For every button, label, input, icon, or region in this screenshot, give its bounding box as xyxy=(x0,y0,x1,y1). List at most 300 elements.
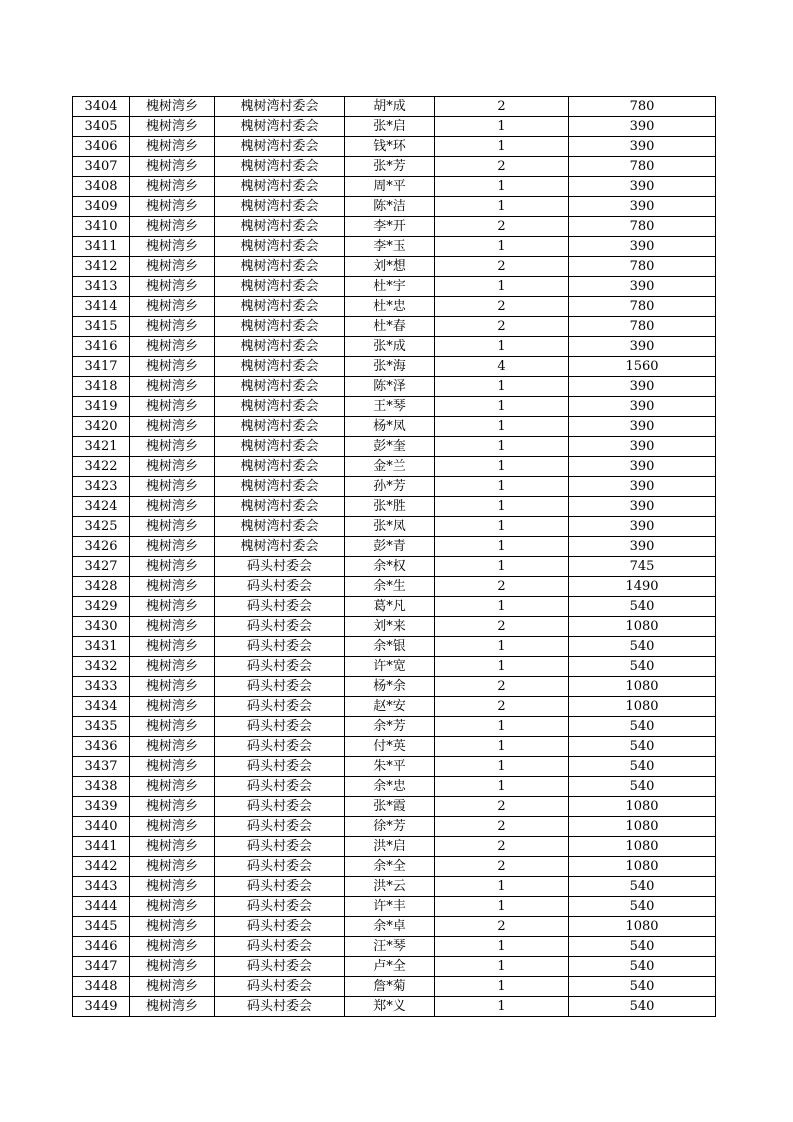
count-cell: 1 xyxy=(435,437,569,457)
village-committee-cell: 码头村委会 xyxy=(215,557,345,577)
table-row xyxy=(73,137,716,157)
township-cell: 槐树湾乡 xyxy=(130,557,215,577)
amount-cell: 390 xyxy=(569,177,716,197)
table-row xyxy=(73,417,716,437)
count-cell: 2 xyxy=(435,317,569,337)
village-committee-cell: 槐树湾村委会 xyxy=(215,337,345,357)
township-cell: 槐树湾乡 xyxy=(130,717,215,737)
amount-cell: 540 xyxy=(569,957,716,977)
table-row xyxy=(73,97,716,117)
village-committee-cell: 槐树湾村委会 xyxy=(215,277,345,297)
village-committee-cell: 码头村委会 xyxy=(215,577,345,597)
township-cell: 槐树湾乡 xyxy=(130,597,215,617)
township-cell: 槐树湾乡 xyxy=(130,417,215,437)
count-cell: 2 xyxy=(435,837,569,857)
village-committee-cell: 槐树湾村委会 xyxy=(215,157,345,177)
row-number: 3411 xyxy=(73,237,130,257)
village-committee-cell: 槐树湾村委会 xyxy=(215,177,345,197)
table-row xyxy=(73,997,716,1017)
name-cell: 洪*云 xyxy=(345,877,435,897)
count-cell: 1 xyxy=(435,937,569,957)
township-cell: 槐树湾乡 xyxy=(130,377,215,397)
village-committee-cell: 码头村委会 xyxy=(215,897,345,917)
township-cell: 槐树湾乡 xyxy=(130,117,215,137)
row-number: 3438 xyxy=(73,777,130,797)
village-committee-cell: 码头村委会 xyxy=(215,757,345,777)
township-cell: 槐树湾乡 xyxy=(130,177,215,197)
name-cell: 李*玉 xyxy=(345,237,435,257)
village-committee-cell: 码头村委会 xyxy=(215,817,345,837)
count-cell: 1 xyxy=(435,497,569,517)
township-cell: 槐树湾乡 xyxy=(130,957,215,977)
township-cell: 槐树湾乡 xyxy=(130,797,215,817)
name-cell: 杨*余 xyxy=(345,677,435,697)
name-cell: 余*卓 xyxy=(345,917,435,937)
village-committee-cell: 码头村委会 xyxy=(215,937,345,957)
village-committee-cell: 码头村委会 xyxy=(215,877,345,897)
count-cell: 2 xyxy=(435,917,569,937)
row-number: 3407 xyxy=(73,157,130,177)
name-cell: 郑*义 xyxy=(345,997,435,1017)
table-row xyxy=(73,537,716,557)
amount-cell: 390 xyxy=(569,137,716,157)
count-cell: 2 xyxy=(435,797,569,817)
village-committee-cell: 槐树湾村委会 xyxy=(215,517,345,537)
amount-cell: 1080 xyxy=(569,797,716,817)
township-cell: 槐树湾乡 xyxy=(130,777,215,797)
row-number: 3421 xyxy=(73,437,130,457)
amount-cell: 1080 xyxy=(569,857,716,877)
row-number: 3431 xyxy=(73,637,130,657)
amount-cell: 540 xyxy=(569,997,716,1017)
row-number: 3446 xyxy=(73,937,130,957)
row-number: 3428 xyxy=(73,577,130,597)
row-number: 3437 xyxy=(73,757,130,777)
table-row xyxy=(73,577,716,597)
township-cell: 槐树湾乡 xyxy=(130,997,215,1017)
count-cell: 1 xyxy=(435,377,569,397)
township-cell: 槐树湾乡 xyxy=(130,537,215,557)
name-cell: 洪*启 xyxy=(345,837,435,857)
village-committee-cell: 槐树湾村委会 xyxy=(215,477,345,497)
amount-cell: 540 xyxy=(569,977,716,997)
row-number: 3447 xyxy=(73,957,130,977)
township-cell: 槐树湾乡 xyxy=(130,137,215,157)
row-number: 3408 xyxy=(73,177,130,197)
township-cell: 槐树湾乡 xyxy=(130,317,215,337)
name-cell: 杜*宇 xyxy=(345,277,435,297)
village-committee-cell: 槐树湾村委会 xyxy=(215,117,345,137)
name-cell: 余*权 xyxy=(345,557,435,577)
village-committee-cell: 码头村委会 xyxy=(215,957,345,977)
count-cell: 2 xyxy=(435,257,569,277)
amount-cell: 780 xyxy=(569,297,716,317)
table-body xyxy=(73,97,716,1017)
township-cell: 槐树湾乡 xyxy=(130,877,215,897)
name-cell: 杨*凤 xyxy=(345,417,435,437)
amount-cell: 780 xyxy=(569,257,716,277)
township-cell: 槐树湾乡 xyxy=(130,257,215,277)
table-row xyxy=(73,857,716,877)
township-cell: 槐树湾乡 xyxy=(130,297,215,317)
amount-cell: 780 xyxy=(569,217,716,237)
name-cell: 胡*成 xyxy=(345,97,435,117)
amount-cell: 390 xyxy=(569,337,716,357)
amount-cell: 780 xyxy=(569,157,716,177)
count-cell: 1 xyxy=(435,417,569,437)
township-cell: 槐树湾乡 xyxy=(130,697,215,717)
village-committee-cell: 码头村委会 xyxy=(215,717,345,737)
row-number: 3413 xyxy=(73,277,130,297)
table-row xyxy=(73,197,716,217)
count-cell: 1 xyxy=(435,957,569,977)
name-cell: 汪*琴 xyxy=(345,937,435,957)
amount-cell: 1560 xyxy=(569,357,716,377)
village-committee-cell: 码头村委会 xyxy=(215,677,345,697)
village-committee-cell: 槐树湾村委会 xyxy=(215,217,345,237)
row-number: 3435 xyxy=(73,717,130,737)
village-committee-cell: 码头村委会 xyxy=(215,797,345,817)
township-cell: 槐树湾乡 xyxy=(130,577,215,597)
township-cell: 槐树湾乡 xyxy=(130,677,215,697)
name-cell: 张*芳 xyxy=(345,157,435,177)
name-cell: 余*忠 xyxy=(345,777,435,797)
amount-cell: 390 xyxy=(569,497,716,517)
count-cell: 1 xyxy=(435,517,569,537)
table-row xyxy=(73,177,716,197)
count-cell: 1 xyxy=(435,197,569,217)
name-cell: 余*银 xyxy=(345,637,435,657)
table-row xyxy=(73,637,716,657)
table-row xyxy=(73,877,716,897)
row-number: 3442 xyxy=(73,857,130,877)
row-number: 3445 xyxy=(73,917,130,937)
amount-cell: 540 xyxy=(569,877,716,897)
table-row xyxy=(73,517,716,537)
count-cell: 2 xyxy=(435,97,569,117)
count-cell: 1 xyxy=(435,877,569,897)
township-cell: 槐树湾乡 xyxy=(130,897,215,917)
name-cell: 卢*全 xyxy=(345,957,435,977)
township-cell: 槐树湾乡 xyxy=(130,237,215,257)
name-cell: 张*海 xyxy=(345,357,435,377)
township-cell: 槐树湾乡 xyxy=(130,437,215,457)
count-cell: 2 xyxy=(435,217,569,237)
row-number: 3412 xyxy=(73,257,130,277)
count-cell: 1 xyxy=(435,737,569,757)
village-committee-cell: 槐树湾村委会 xyxy=(215,137,345,157)
row-number: 3432 xyxy=(73,657,130,677)
row-number: 3405 xyxy=(73,117,130,137)
village-committee-cell: 槐树湾村委会 xyxy=(215,317,345,337)
amount-cell: 540 xyxy=(569,657,716,677)
amount-cell: 390 xyxy=(569,197,716,217)
village-committee-cell: 槐树湾村委会 xyxy=(215,297,345,317)
village-committee-cell: 码头村委会 xyxy=(215,917,345,937)
township-cell: 槐树湾乡 xyxy=(130,977,215,997)
village-committee-cell: 槐树湾村委会 xyxy=(215,97,345,117)
table-row xyxy=(73,937,716,957)
table-row xyxy=(73,917,716,937)
table-row xyxy=(73,597,716,617)
table-row xyxy=(73,717,716,737)
amount-cell: 780 xyxy=(569,97,716,117)
name-cell: 金*兰 xyxy=(345,457,435,477)
table-row xyxy=(73,437,716,457)
village-committee-cell: 码头村委会 xyxy=(215,977,345,997)
name-cell: 陈*泽 xyxy=(345,377,435,397)
table-row xyxy=(73,617,716,637)
amount-cell: 1080 xyxy=(569,817,716,837)
village-committee-cell: 码头村委会 xyxy=(215,737,345,757)
row-number: 3424 xyxy=(73,497,130,517)
count-cell: 1 xyxy=(435,597,569,617)
township-cell: 槐树湾乡 xyxy=(130,637,215,657)
amount-cell: 390 xyxy=(569,477,716,497)
row-number: 3429 xyxy=(73,597,130,617)
row-number: 3414 xyxy=(73,297,130,317)
row-number: 3430 xyxy=(73,617,130,637)
amount-cell: 390 xyxy=(569,457,716,477)
township-cell: 槐树湾乡 xyxy=(130,817,215,837)
row-number: 3440 xyxy=(73,817,130,837)
row-number: 3409 xyxy=(73,197,130,217)
table-row xyxy=(73,977,716,997)
name-cell: 张*霞 xyxy=(345,797,435,817)
township-cell: 槐树湾乡 xyxy=(130,97,215,117)
township-cell: 槐树湾乡 xyxy=(130,457,215,477)
amount-cell: 390 xyxy=(569,377,716,397)
row-number: 3433 xyxy=(73,677,130,697)
table-row xyxy=(73,457,716,477)
township-cell: 槐树湾乡 xyxy=(130,657,215,677)
amount-cell: 540 xyxy=(569,717,716,737)
count-cell: 2 xyxy=(435,617,569,637)
name-cell: 钱*环 xyxy=(345,137,435,157)
table-row xyxy=(73,957,716,977)
name-cell: 余*全 xyxy=(345,857,435,877)
row-number: 3404 xyxy=(73,97,130,117)
name-cell: 徐*芳 xyxy=(345,817,435,837)
table-row xyxy=(73,397,716,417)
village-committee-cell: 码头村委会 xyxy=(215,617,345,637)
table-row xyxy=(73,317,716,337)
name-cell: 彭*青 xyxy=(345,537,435,557)
amount-cell: 540 xyxy=(569,777,716,797)
amount-cell: 780 xyxy=(569,317,716,337)
village-committee-cell: 槐树湾村委会 xyxy=(215,357,345,377)
village-committee-cell: 码头村委会 xyxy=(215,837,345,857)
village-committee-cell: 槐树湾村委会 xyxy=(215,417,345,437)
village-committee-cell: 码头村委会 xyxy=(215,997,345,1017)
township-cell: 槐树湾乡 xyxy=(130,217,215,237)
row-number: 3419 xyxy=(73,397,130,417)
count-cell: 2 xyxy=(435,157,569,177)
row-number: 3441 xyxy=(73,837,130,857)
township-cell: 槐树湾乡 xyxy=(130,837,215,857)
count-cell: 1 xyxy=(435,177,569,197)
amount-cell: 390 xyxy=(569,237,716,257)
count-cell: 1 xyxy=(435,457,569,477)
amount-cell: 390 xyxy=(569,537,716,557)
count-cell: 2 xyxy=(435,677,569,697)
row-number: 3418 xyxy=(73,377,130,397)
row-number: 3410 xyxy=(73,217,130,237)
table-row xyxy=(73,237,716,257)
name-cell: 刘*想 xyxy=(345,257,435,277)
row-number: 3443 xyxy=(73,877,130,897)
name-cell: 葛*凡 xyxy=(345,597,435,617)
count-cell: 1 xyxy=(435,977,569,997)
count-cell: 1 xyxy=(435,137,569,157)
count-cell: 2 xyxy=(435,817,569,837)
table-row xyxy=(73,897,716,917)
village-committee-cell: 槐树湾村委会 xyxy=(215,397,345,417)
count-cell: 2 xyxy=(435,697,569,717)
township-cell: 槐树湾乡 xyxy=(130,397,215,417)
name-cell: 李*开 xyxy=(345,217,435,237)
name-cell: 张*凤 xyxy=(345,517,435,537)
village-committee-cell: 槐树湾村委会 xyxy=(215,537,345,557)
township-cell: 槐树湾乡 xyxy=(130,337,215,357)
table-row xyxy=(73,357,716,377)
name-cell: 詹*菊 xyxy=(345,977,435,997)
township-cell: 槐树湾乡 xyxy=(130,617,215,637)
village-committee-cell: 码头村委会 xyxy=(215,637,345,657)
village-committee-cell: 槐树湾村委会 xyxy=(215,457,345,477)
table-row xyxy=(73,697,716,717)
table-row xyxy=(73,677,716,697)
table-row xyxy=(73,217,716,237)
village-committee-cell: 码头村委会 xyxy=(215,697,345,717)
table-row xyxy=(73,377,716,397)
name-cell: 许*丰 xyxy=(345,897,435,917)
township-cell: 槐树湾乡 xyxy=(130,277,215,297)
township-cell: 槐树湾乡 xyxy=(130,917,215,937)
amount-cell: 1080 xyxy=(569,697,716,717)
township-cell: 槐树湾乡 xyxy=(130,857,215,877)
name-cell: 杜*忠 xyxy=(345,297,435,317)
village-committee-cell: 槐树湾村委会 xyxy=(215,497,345,517)
township-cell: 槐树湾乡 xyxy=(130,937,215,957)
count-cell: 1 xyxy=(435,897,569,917)
table-row xyxy=(73,117,716,137)
count-cell: 1 xyxy=(435,557,569,577)
count-cell: 1 xyxy=(435,997,569,1017)
amount-cell: 1080 xyxy=(569,917,716,937)
row-number: 3434 xyxy=(73,697,130,717)
count-cell: 1 xyxy=(435,237,569,257)
row-number: 3427 xyxy=(73,557,130,577)
table-row xyxy=(73,497,716,517)
count-cell: 1 xyxy=(435,717,569,737)
village-committee-cell: 码头村委会 xyxy=(215,777,345,797)
amount-cell: 390 xyxy=(569,117,716,137)
row-number: 3406 xyxy=(73,137,130,157)
count-cell: 1 xyxy=(435,477,569,497)
table-row xyxy=(73,297,716,317)
table-row xyxy=(73,557,716,577)
name-cell: 陈*洁 xyxy=(345,197,435,217)
row-number: 3420 xyxy=(73,417,130,437)
subsidy-table xyxy=(72,96,716,1017)
amount-cell: 540 xyxy=(569,737,716,757)
township-cell: 槐树湾乡 xyxy=(130,157,215,177)
name-cell: 彭*奎 xyxy=(345,437,435,457)
table-row xyxy=(73,337,716,357)
name-cell: 周*平 xyxy=(345,177,435,197)
name-cell: 朱*平 xyxy=(345,757,435,777)
row-number: 3439 xyxy=(73,797,130,817)
count-cell: 1 xyxy=(435,537,569,557)
amount-cell: 540 xyxy=(569,757,716,777)
name-cell: 余*芳 xyxy=(345,717,435,737)
township-cell: 槐树湾乡 xyxy=(130,737,215,757)
name-cell: 赵*安 xyxy=(345,697,435,717)
amount-cell: 390 xyxy=(569,397,716,417)
village-committee-cell: 码头村委会 xyxy=(215,657,345,677)
count-cell: 1 xyxy=(435,757,569,777)
name-cell: 余*生 xyxy=(345,577,435,597)
table-row xyxy=(73,477,716,497)
count-cell: 1 xyxy=(435,337,569,357)
name-cell: 王*琴 xyxy=(345,397,435,417)
township-cell: 槐树湾乡 xyxy=(130,197,215,217)
count-cell: 1 xyxy=(435,277,569,297)
name-cell: 付*英 xyxy=(345,737,435,757)
table-row xyxy=(73,257,716,277)
village-committee-cell: 槐树湾村委会 xyxy=(215,197,345,217)
amount-cell: 540 xyxy=(569,937,716,957)
name-cell: 张*成 xyxy=(345,337,435,357)
amount-cell: 745 xyxy=(569,557,716,577)
amount-cell: 1080 xyxy=(569,677,716,697)
row-number: 3444 xyxy=(73,897,130,917)
name-cell: 刘*来 xyxy=(345,617,435,637)
count-cell: 1 xyxy=(435,117,569,137)
amount-cell: 1080 xyxy=(569,617,716,637)
row-number: 3416 xyxy=(73,337,130,357)
amount-cell: 390 xyxy=(569,437,716,457)
row-number: 3448 xyxy=(73,977,130,997)
table-row xyxy=(73,817,716,837)
count-cell: 1 xyxy=(435,657,569,677)
village-committee-cell: 码头村委会 xyxy=(215,857,345,877)
count-cell: 2 xyxy=(435,857,569,877)
village-committee-cell: 槐树湾村委会 xyxy=(215,377,345,397)
count-cell: 2 xyxy=(435,577,569,597)
amount-cell: 390 xyxy=(569,517,716,537)
row-number: 3425 xyxy=(73,517,130,537)
count-cell: 4 xyxy=(435,357,569,377)
name-cell: 许*宽 xyxy=(345,657,435,677)
amount-cell: 540 xyxy=(569,897,716,917)
count-cell: 1 xyxy=(435,777,569,797)
name-cell: 张*胜 xyxy=(345,497,435,517)
amount-cell: 1080 xyxy=(569,837,716,857)
amount-cell: 390 xyxy=(569,277,716,297)
township-cell: 槐树湾乡 xyxy=(130,477,215,497)
township-cell: 槐树湾乡 xyxy=(130,497,215,517)
row-number: 3436 xyxy=(73,737,130,757)
table-row xyxy=(73,157,716,177)
table-row xyxy=(73,777,716,797)
table-row xyxy=(73,657,716,677)
name-cell: 张*启 xyxy=(345,117,435,137)
village-committee-cell: 槐树湾村委会 xyxy=(215,257,345,277)
row-number: 3449 xyxy=(73,997,130,1017)
row-number: 3415 xyxy=(73,317,130,337)
